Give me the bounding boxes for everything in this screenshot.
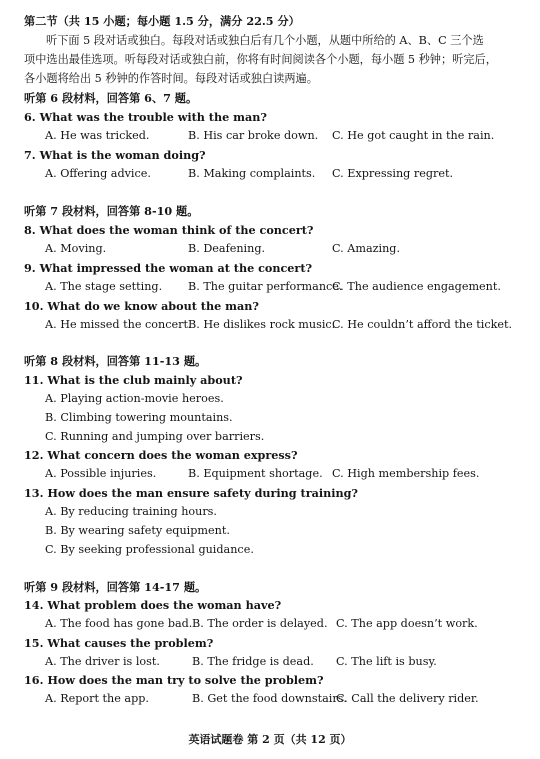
option-c: C. He couldn’t afford the ticket.: [332, 318, 513, 331]
option-b: B. The order is delayed.: [192, 617, 328, 630]
option-a: A. He missed the concert.: [45, 318, 192, 331]
question-stem: 16. How does the man try to solve the problem?: [24, 673, 324, 687]
option-c: C. The audience engagement.: [332, 280, 501, 293]
option-c: C. Amazing.: [332, 242, 401, 255]
option-c: C. Running and jumping over barriers.: [45, 430, 265, 443]
question-stem: 13. How does the man ensure safety during training?: [24, 486, 358, 500]
question-stem: 14. What problem does the woman have?: [24, 598, 282, 612]
question-stem: 11. What is the club mainly about?: [24, 373, 243, 387]
option-a: A. Moving.: [45, 242, 107, 255]
option-b: B. By wearing safety equipment.: [45, 524, 230, 537]
option-b: B. His car broke down.: [188, 129, 319, 142]
question-stem: 12. What concern does the woman express?: [24, 448, 298, 462]
section-intro-line-2: 项中选出最佳选项。听每段对话或独白前，你将有时间阅读各个小题，每小题 5 秒钟；听完后，: [24, 53, 497, 66]
option-c: C. The lift is busy.: [336, 655, 437, 668]
section-heading: 第二节（共 15 小题；每小题 1.5 分，满分 22.5 分）: [24, 14, 300, 28]
group-title: 听第 9 段材料，回答第 14-17 题。: [24, 580, 207, 594]
option-c: C. The app doesn’t work.: [336, 617, 478, 630]
option-a: A. Report the app.: [45, 692, 149, 705]
option-a: A. The stage setting.: [45, 280, 163, 293]
option-a: A. By reducing training hours.: [45, 505, 217, 518]
option-a: A. The food has gone bad.: [45, 617, 193, 630]
question-stem: 15. What causes the problem?: [24, 636, 214, 650]
option-a: A. Offering advice.: [45, 167, 151, 180]
question-stem: 10. What do we know about the man?: [24, 299, 259, 313]
group-title: 听第 8 段材料，回答第 11-13 题。: [24, 354, 207, 368]
option-a: A. Possible injuries.: [45, 467, 157, 480]
option-b: B. The guitar performance.: [188, 280, 343, 293]
question-stem: 6. What was the trouble with the man?: [24, 110, 267, 124]
question-stem: 7. What is the woman doing?: [24, 148, 206, 162]
question-stem: 9. What impressed the woman at the concert?: [24, 261, 313, 275]
group-title: 听第 7 段材料，回答第 8-10 题。: [24, 204, 199, 218]
page-footer: 英语试题卷 第 2 页（共 12 页）: [188, 733, 352, 746]
option-b: B. Get the food downstairs.: [192, 692, 347, 705]
section-intro-line-3: 各小题将给出 5 秒钟的作答时间。每段对话或独白读两遍。: [24, 72, 318, 85]
option-b: B. Making complaints.: [188, 167, 316, 180]
option-c: C. He got caught in the rain.: [332, 129, 495, 142]
option-b: B. He dislikes rock music.: [188, 318, 336, 331]
group-title: 听第 6 段材料，回答第 6、7 题。: [24, 91, 198, 105]
option-b: B. Climbing towering mountains.: [45, 411, 233, 424]
option-b: B. Equipment shortage.: [188, 467, 323, 480]
option-c: C. By seeking professional guidance.: [45, 543, 254, 556]
option-b: B. Deafening.: [188, 242, 266, 255]
question-stem: 8. What does the woman think of the concert?: [24, 223, 314, 237]
option-b: B. The fridge is dead.: [192, 655, 314, 668]
option-c: C. Call the delivery rider.: [336, 692, 479, 705]
section-intro-line-1: 听下面 5 段对话或独白。每段对话或独白后有几个小题，从题中所给的 A、B、C 三个选: [46, 34, 484, 47]
option-a: A. He was tricked.: [45, 129, 150, 142]
option-c: C. Expressing regret.: [332, 167, 454, 180]
option-a: A. The driver is lost.: [45, 655, 160, 668]
option-c: C. High membership fees.: [332, 467, 480, 480]
option-a: A. Playing action-movie heroes.: [45, 392, 224, 405]
